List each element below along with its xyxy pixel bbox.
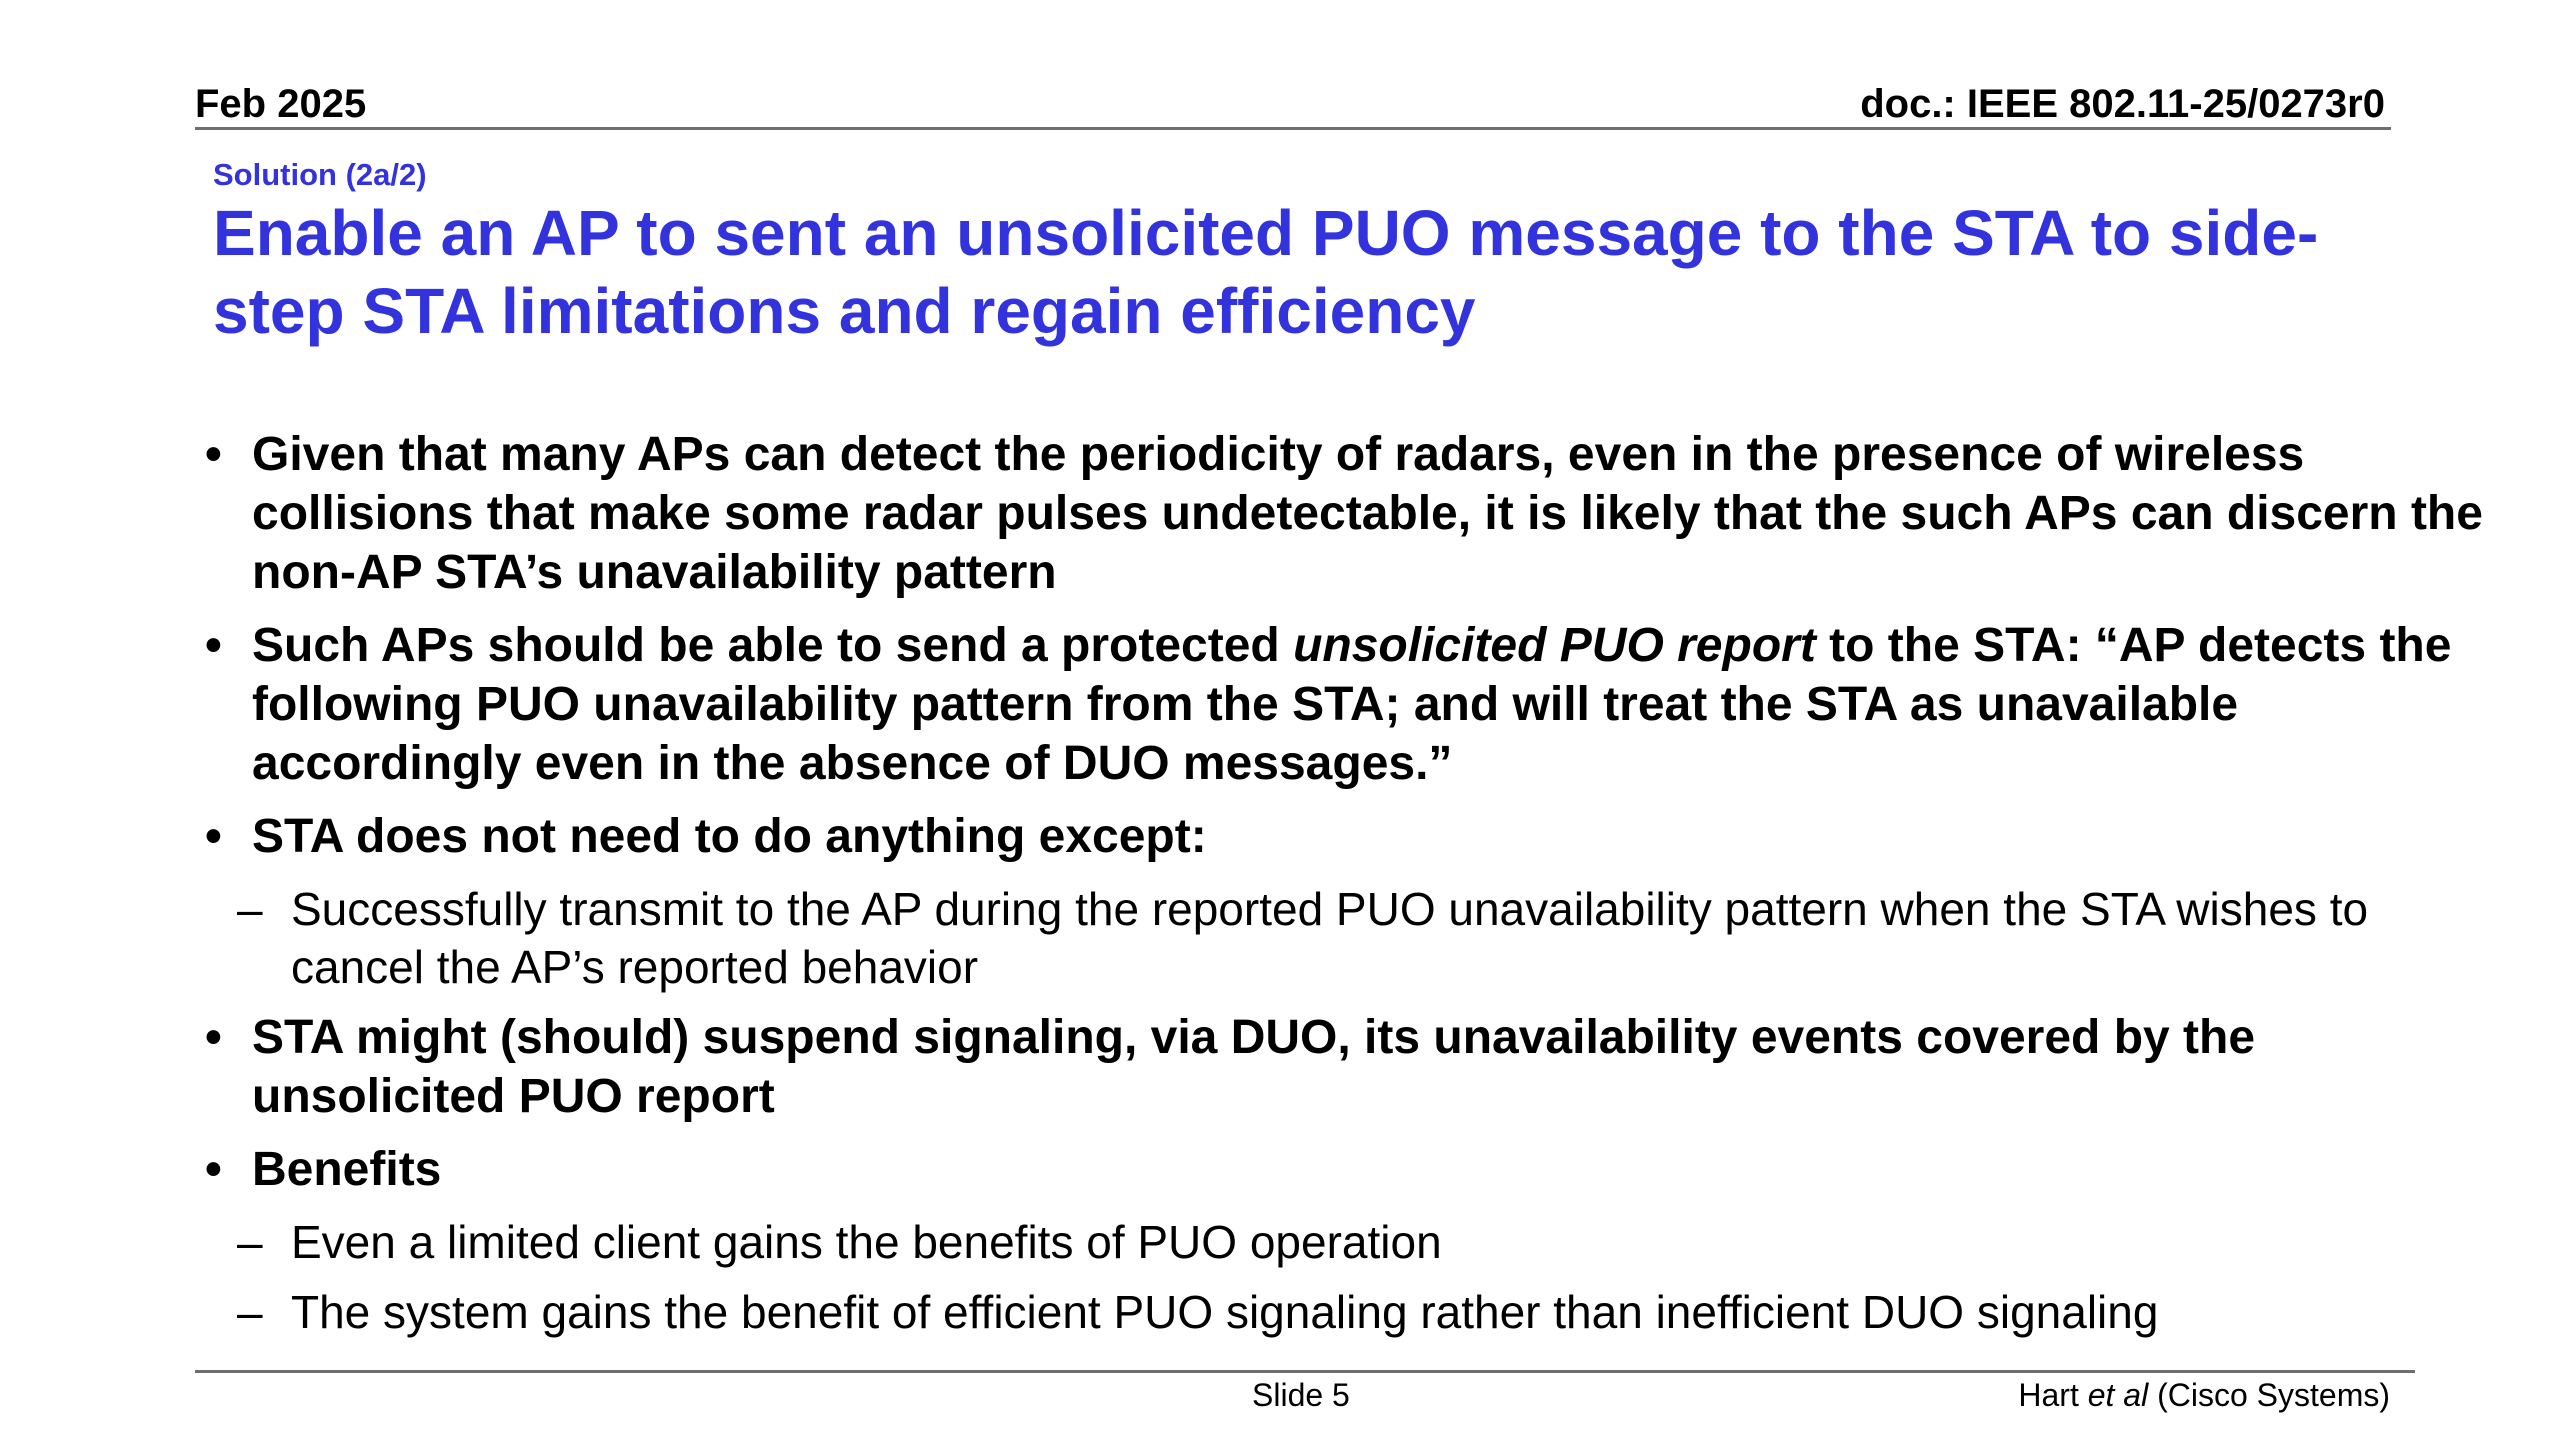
footer-author [2018, 1376, 2390, 1414]
bullet-item [205, 616, 2505, 793]
slide-subtitle: Solution (2a/2) [213, 157, 427, 192]
bullet-text-part: Such APs should be able to send a protected [252, 619, 1294, 672]
bullet-item [205, 1140, 2505, 1199]
bullet-marker: • [205, 1011, 222, 1064]
bullet-text: Given that many APs can detect the periodicity of radars, even in the presence of wireless collisions that make some radar pulses undetectable, it is likely that the such APs can discern the non-AP STA’s unavailability pattern [252, 428, 2483, 599]
bullet-text: STA does not need to do anything except: [252, 810, 1207, 863]
sub-bullet-text: The system gains the benefit of efficient PUO signaling rather than inefficient DUO signaling [291, 1286, 2159, 1338]
sub-bullet-text: Even a limited client gains the benefits of PUO operation [291, 1216, 1442, 1268]
bullet-marker: • [205, 810, 222, 863]
header-divider [195, 127, 2391, 130]
sub-bullet-text: Successfully transmit to the AP during the reported PUO unavailability pattern when the STA wishes to cancel the AP’s reported behavior [291, 883, 2369, 993]
bullet-item [205, 807, 2505, 866]
slide-number: Slide 5 [1252, 1377, 1350, 1413]
bullet-text-part: to the STA: “AP detects the following PUO unavailability pattern from the STA; and will treat the STA as unavailable accordingly even in the absence of DUO messages.” [252, 619, 2452, 790]
author-name: Hart [2018, 1377, 2088, 1413]
sub-bullet-marker: – [237, 1216, 263, 1268]
header-doc-id: doc.: IEEE 802.11-25/0273r0 [1860, 82, 2385, 126]
header-date: Feb 2025 [195, 82, 367, 126]
footer-divider [195, 1370, 2415, 1373]
bullet-marker: • [205, 619, 222, 672]
sub-bullet-marker: – [237, 1286, 263, 1338]
bullet-text: STA might (should) suspend signaling, via DUO, its unavailability events covered by the unsolicited PUO report [252, 1011, 2256, 1123]
sub-bullet-marker: – [237, 883, 263, 935]
bullet-marker: • [205, 428, 222, 481]
sub-bullet-item [205, 1283, 2505, 1341]
author-org: (Cisco Systems) [2148, 1377, 2390, 1413]
slide-title: Enable an AP to sent an unsolicited PUO message to the STA to side-step STA limitations and regain efficiency [213, 197, 2319, 347]
author-etal: et al [2087, 1377, 2149, 1413]
bullet-item [205, 1008, 2505, 1126]
sub-bullet-item [205, 880, 2505, 996]
bullet-list [205, 425, 2505, 1353]
sub-bullet-item [205, 1213, 2505, 1271]
bullet-text-emphasis: unsolicited PUO report [1293, 619, 1816, 672]
bullet-text: Benefits [252, 1143, 442, 1196]
bullet-marker: • [205, 1143, 222, 1196]
bullet-item [205, 425, 2505, 602]
